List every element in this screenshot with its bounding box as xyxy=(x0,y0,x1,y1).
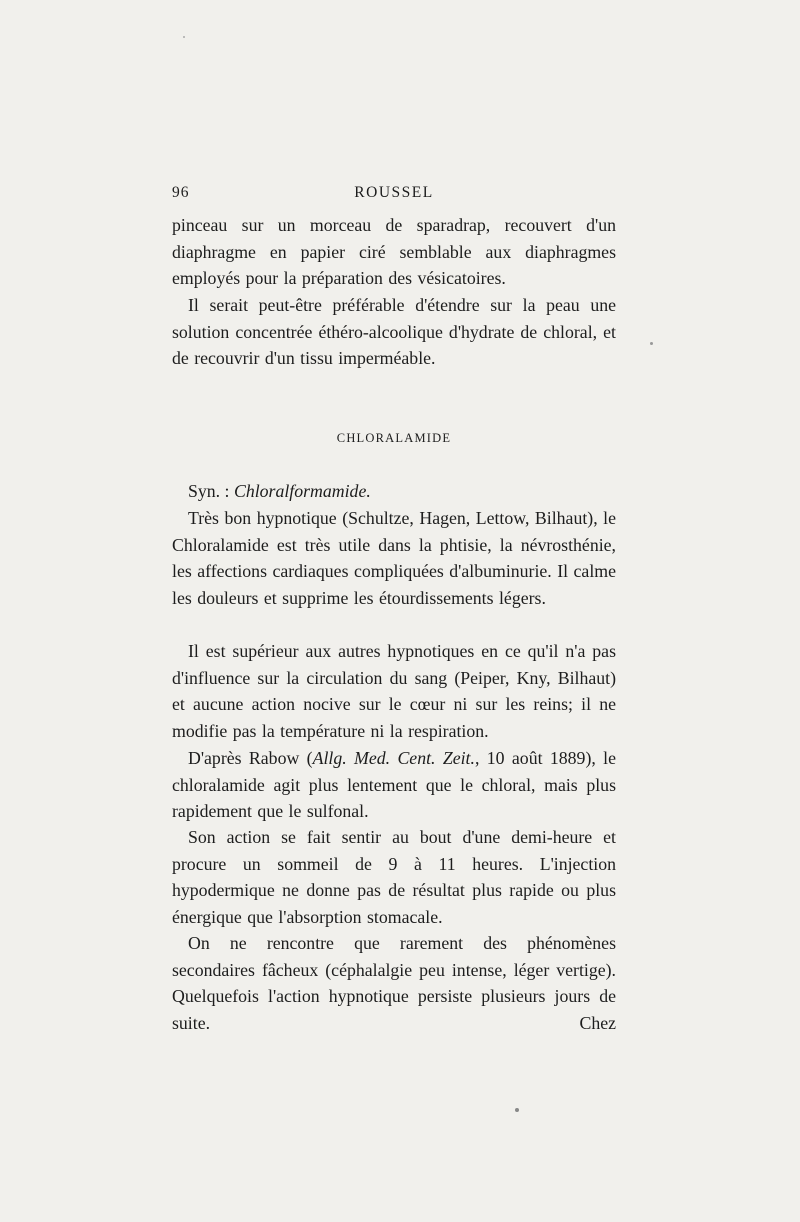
synonym-line xyxy=(188,478,371,505)
rabow-citation: Allg. Med. Cent. Zeit. xyxy=(312,748,475,768)
synonym-value: Chloralformamide. xyxy=(233,481,371,501)
header-title: ROUSSEL xyxy=(354,184,434,201)
paragraph-continuation: pinceau sur un morceau de sparadrap, recouvert d'un diaphragme en papier ciré semblable aux diaphragmes employés pour la préparation des vésicatoires. xyxy=(172,215,616,289)
paragraph-side-effects: On ne rencontre que rarement des phénomènes secondaires fâcheux (céphalalgie peu intense, léger vertige). Quelquefois l'action hypnotique persiste plusieurs jours de suite. Chez xyxy=(172,933,616,1033)
rabow-text-after: , 10 août 1889), le chloralamide agit plus lentement que le chloral, mais plus rapidement que le sulfonal. xyxy=(172,748,617,822)
paper-speck xyxy=(183,36,185,38)
page-number: 96 xyxy=(172,184,190,201)
paper-speck xyxy=(515,1108,519,1112)
section-heading: CHLORALAMIDE xyxy=(336,431,452,445)
synonym-label: Syn. : xyxy=(188,481,234,501)
running-header xyxy=(172,184,616,208)
paper-speck xyxy=(650,342,653,345)
paragraph-action: Son action se fait sentir au bout d'une demi-heure et procure un sommeil de 9 à 11 heures. L'injection hypodermique ne donne pas de résultat plus rapide ou plus énergique que l'absorption stomacale. xyxy=(172,827,616,927)
paragraph-rabow xyxy=(172,745,616,825)
paragraph-hypnotic-uses: Très bon hypnotique (Schultze, Hagen, Lettow, Bilhaut), le Chloralamide est très utile dans la phtisie, la névrosthénie, les affections cardiaques compliquées d'albuminurie. Il calme les douleurs et supprime les étourdissements légers. xyxy=(172,508,616,608)
paragraph-superiority: Il est supérieur aux autres hypnotiques en ce qu'il n'a pas d'influence sur la circulation du sang (Peiper, Kny, Bilhaut) et aucune action nocive sur le cœur ni sur les reins; il ne modifie pas la température ni la respiration. xyxy=(172,641,616,741)
rabow-text-before: D'après Rabow ( xyxy=(188,748,313,768)
paragraph-chloral-solution: Il serait peut-être préférable d'étendre sur la peau une solution concentrée éthéro-alcoolique d'hydrate de chloral, et de recouvrir d'un tissu imperméable. xyxy=(172,295,616,369)
